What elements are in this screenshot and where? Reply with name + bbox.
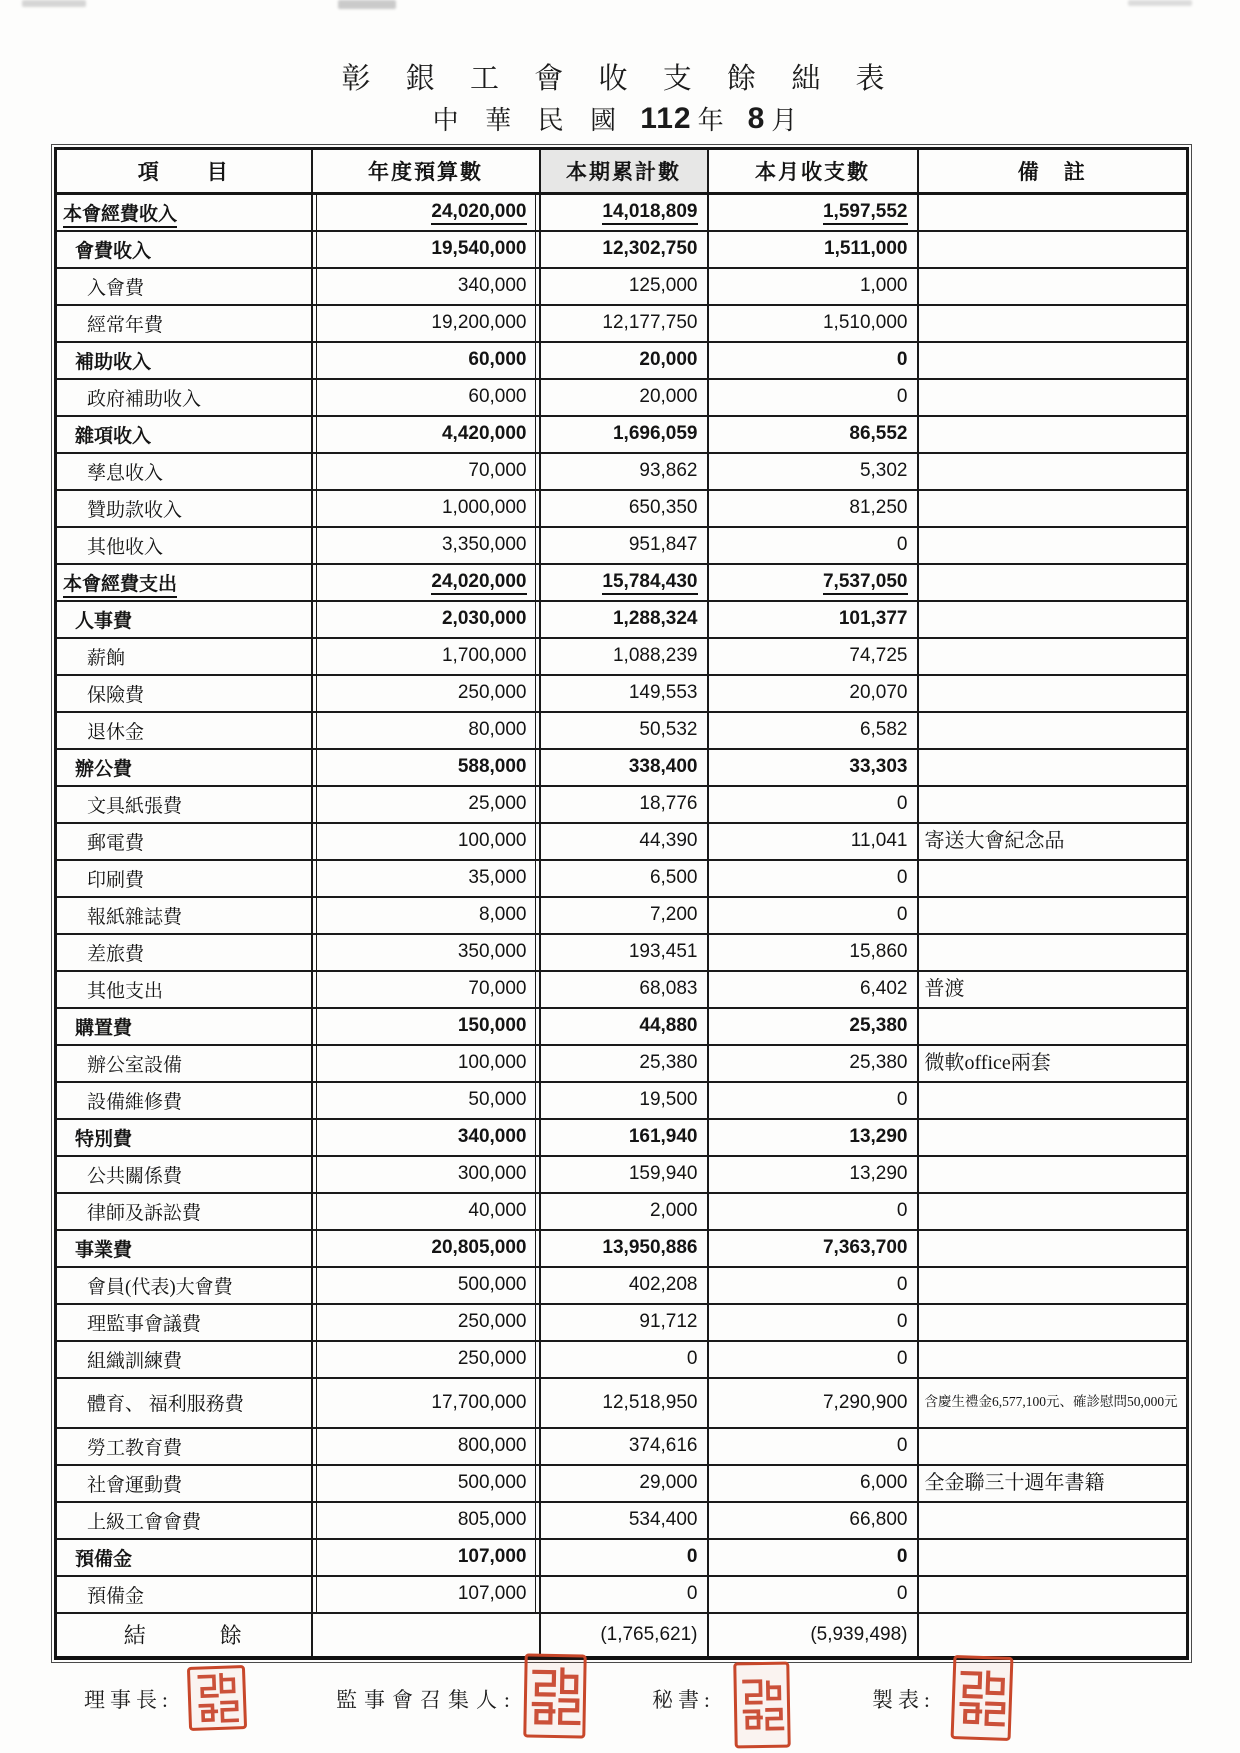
scan-artifact <box>22 0 86 7</box>
remark-cell <box>918 1230 1188 1267</box>
month-amount-cell: 25,380 <box>708 1008 918 1045</box>
remark-cell: 全金聯三十週年書籍 <box>918 1465 1188 1502</box>
item-label-cell: 政府補助收入 <box>56 379 312 416</box>
period-total-cell: 13,950,886 <box>540 1230 708 1267</box>
annual-budget-cell: 805,000 <box>312 1502 540 1539</box>
annual-budget-cell: 500,000 <box>312 1267 540 1304</box>
preparer-label: 製表: <box>872 1688 935 1712</box>
supervisor-convener-label: 監事會召集人: <box>336 1688 517 1712</box>
month-amount-cell: 66,800 <box>708 1502 918 1539</box>
date-month: 8 <box>747 102 766 135</box>
item-label-cell: 本會經費支出 <box>56 564 312 601</box>
period-total-cell: 402,208 <box>540 1267 708 1304</box>
period-total-cell: 12,518,950 <box>540 1378 708 1428</box>
remark-cell <box>918 1304 1188 1341</box>
remark-cell <box>918 1008 1188 1045</box>
remark-cell: 含慶生禮金6,577,100元、確診慰問50,000元 <box>918 1378 1188 1428</box>
month-amount-cell: 1,511,000 <box>708 231 918 268</box>
remark-cell <box>918 527 1188 564</box>
annual-budget-cell: 60,000 <box>312 342 540 379</box>
item-label-cell: 會員(代表)大會費 <box>56 1267 312 1304</box>
item-label-cell: 理監事會議費 <box>56 1304 312 1341</box>
table-row <box>56 601 1188 638</box>
annual-budget-cell: 3,350,000 <box>312 527 540 564</box>
table-row <box>56 1341 1188 1378</box>
table-row <box>56 194 1188 231</box>
month-amount-cell: 86,552 <box>708 416 918 453</box>
chairman-seal-icon <box>187 1665 247 1731</box>
item-label-cell: 結 餘 <box>56 1613 312 1658</box>
item-label-cell: 特別費 <box>56 1119 312 1156</box>
date-year-unit: 年 <box>697 106 734 135</box>
period-total-cell: 193,451 <box>540 934 708 971</box>
remark-cell <box>918 231 1188 268</box>
period-total-cell: 14,018,809 <box>540 194 708 231</box>
item-label-cell: 預備金 <box>56 1576 312 1613</box>
annual-budget-cell: 4,420,000 <box>312 416 540 453</box>
month-amount-cell: 7,363,700 <box>708 1230 918 1267</box>
month-amount-cell: 0 <box>708 1267 918 1304</box>
table-row <box>56 1613 1188 1658</box>
item-label-cell: 事業費 <box>56 1230 312 1267</box>
remark-cell <box>918 379 1188 416</box>
annual-budget-cell: 800,000 <box>312 1428 540 1465</box>
remark-cell: 普渡 <box>918 971 1188 1008</box>
period-total-cell: 951,847 <box>540 527 708 564</box>
remark-cell <box>918 1193 1188 1230</box>
month-amount-cell: (5,939,498) <box>708 1613 918 1658</box>
annual-budget-cell: 35,000 <box>312 860 540 897</box>
period-total-cell: 44,390 <box>540 823 708 860</box>
table-row <box>56 1378 1188 1428</box>
column-header-annual-budget: 年度預算數 <box>312 149 540 194</box>
annual-budget-cell: 300,000 <box>312 1156 540 1193</box>
period-total-cell: 15,784,430 <box>540 564 708 601</box>
remark-cell <box>918 1576 1188 1613</box>
month-amount-cell: 25,380 <box>708 1045 918 1082</box>
period-total-cell: 0 <box>540 1576 708 1613</box>
month-amount-cell: 0 <box>708 342 918 379</box>
period-total-cell: 534,400 <box>540 1502 708 1539</box>
period-total-cell: 7,200 <box>540 897 708 934</box>
column-header-item: 項 目 <box>56 149 312 194</box>
item-label-cell: 保險費 <box>56 675 312 712</box>
preparer-seal-icon <box>951 1655 1014 1741</box>
annual-budget-cell: 40,000 <box>312 1193 540 1230</box>
table-row <box>56 268 1188 305</box>
annual-budget-cell: 17,700,000 <box>312 1378 540 1428</box>
table-row <box>56 1428 1188 1465</box>
month-amount-cell: 0 <box>708 1082 918 1119</box>
month-amount-cell: 0 <box>708 1428 918 1465</box>
period-total-cell: 50,532 <box>540 712 708 749</box>
table-row <box>56 1502 1188 1539</box>
period-total-cell: 338,400 <box>540 749 708 786</box>
period-total-cell: 6,500 <box>540 860 708 897</box>
period-total-cell: 19,500 <box>540 1082 708 1119</box>
annual-budget-cell: 2,030,000 <box>312 601 540 638</box>
annual-budget-cell: 100,000 <box>312 1045 540 1082</box>
period-total-cell: 12,177,750 <box>540 305 708 342</box>
report-date <box>0 100 1240 137</box>
period-total-cell: 44,880 <box>540 1008 708 1045</box>
month-amount-cell: 81,250 <box>708 490 918 527</box>
item-label-cell: 經常年費 <box>56 305 312 342</box>
secretary-seal-icon <box>733 1662 790 1749</box>
annual-budget-cell: 588,000 <box>312 749 540 786</box>
table-row <box>56 527 1188 564</box>
item-label-cell: 郵電費 <box>56 823 312 860</box>
item-label-cell: 入會費 <box>56 268 312 305</box>
remark-cell <box>918 305 1188 342</box>
month-amount-cell: 6,582 <box>708 712 918 749</box>
period-total-cell: 20,000 <box>540 342 708 379</box>
column-header-period-total: 本期累計數 <box>540 149 708 194</box>
period-total-cell: 161,940 <box>540 1119 708 1156</box>
item-label-cell: 勞工教育費 <box>56 1428 312 1465</box>
remark-cell <box>918 268 1188 305</box>
month-amount-cell: 20,070 <box>708 675 918 712</box>
table-row <box>56 934 1188 971</box>
annual-budget-cell: 1,700,000 <box>312 638 540 675</box>
item-label-cell: 預備金 <box>56 1539 312 1576</box>
date-prefix: 中 華 民 國 <box>432 106 627 135</box>
annual-budget-cell: 19,540,000 <box>312 231 540 268</box>
annual-budget-cell: 107,000 <box>312 1539 540 1576</box>
item-label-cell: 辦公室設備 <box>56 1045 312 1082</box>
period-total-cell: 1,288,324 <box>540 601 708 638</box>
period-total-cell: 0 <box>540 1539 708 1576</box>
month-amount-cell: 5,302 <box>708 453 918 490</box>
month-amount-cell: 33,303 <box>708 749 918 786</box>
period-total-cell: 159,940 <box>540 1156 708 1193</box>
table-row <box>56 675 1188 712</box>
item-label-cell: 印刷費 <box>56 860 312 897</box>
remark-cell <box>918 860 1188 897</box>
month-amount-cell: 1,510,000 <box>708 305 918 342</box>
annual-budget-cell: 60,000 <box>312 379 540 416</box>
item-label-cell: 辦公費 <box>56 749 312 786</box>
period-total-cell: 374,616 <box>540 1428 708 1465</box>
item-label-cell: 設備維修費 <box>56 1082 312 1119</box>
annual-budget-cell: 80,000 <box>312 712 540 749</box>
remark-cell <box>918 416 1188 453</box>
period-total-cell: 149,553 <box>540 675 708 712</box>
month-amount-cell: 11,041 <box>708 823 918 860</box>
remark-cell <box>918 1267 1188 1304</box>
annual-budget-cell: 50,000 <box>312 1082 540 1119</box>
remark-cell <box>918 1613 1188 1658</box>
period-total-cell: 12,302,750 <box>540 231 708 268</box>
page-title: 彰 銀 工 會 收 支 餘 絀 表 <box>341 63 899 95</box>
table-row <box>56 712 1188 749</box>
remark-cell <box>918 1119 1188 1156</box>
month-amount-cell: 0 <box>708 860 918 897</box>
period-total-cell: 650,350 <box>540 490 708 527</box>
period-total-cell: 0 <box>540 1341 708 1378</box>
table-row <box>56 1156 1188 1193</box>
item-label-cell: 購置費 <box>56 1008 312 1045</box>
annual-budget-cell: 100,000 <box>312 823 540 860</box>
remark-cell <box>918 786 1188 823</box>
month-amount-cell: 0 <box>708 786 918 823</box>
remark-cell <box>918 1539 1188 1576</box>
period-total-cell: 1,088,239 <box>540 638 708 675</box>
annual-budget-cell: 250,000 <box>312 1304 540 1341</box>
period-total-cell: 2,000 <box>540 1193 708 1230</box>
month-amount-cell: 15,860 <box>708 934 918 971</box>
table-row <box>56 638 1188 675</box>
remark-cell <box>918 1156 1188 1193</box>
remark-cell <box>918 1428 1188 1465</box>
month-amount-cell: 101,377 <box>708 601 918 638</box>
month-amount-cell: 74,725 <box>708 638 918 675</box>
table-row <box>56 1119 1188 1156</box>
date-month-unit: 月 <box>771 106 808 135</box>
table-row <box>56 823 1188 860</box>
remark-cell <box>918 490 1188 527</box>
table-row <box>56 1539 1188 1576</box>
table-row <box>56 1304 1188 1341</box>
table-row <box>56 379 1188 416</box>
item-label-cell: 本會經費收入 <box>56 194 312 231</box>
period-total-cell: 18,776 <box>540 786 708 823</box>
item-label-cell: 律師及訴訟費 <box>56 1193 312 1230</box>
item-label-cell: 其他收入 <box>56 527 312 564</box>
period-total-cell: 20,000 <box>540 379 708 416</box>
table-row <box>56 971 1188 1008</box>
table-header-row <box>56 149 1188 194</box>
remark-cell <box>918 712 1188 749</box>
table-row <box>56 490 1188 527</box>
annual-budget-cell: 150,000 <box>312 1008 540 1045</box>
period-total-cell: 25,380 <box>540 1045 708 1082</box>
item-label-cell: 公共關係費 <box>56 1156 312 1193</box>
remark-cell <box>918 934 1188 971</box>
item-label-cell: 薪餉 <box>56 638 312 675</box>
table-row <box>56 749 1188 786</box>
scan-artifact <box>338 0 396 9</box>
annual-budget-cell: 250,000 <box>312 1341 540 1378</box>
income-expense-table <box>54 147 1189 1660</box>
item-label-cell: 文具紙張費 <box>56 786 312 823</box>
remark-cell <box>918 1502 1188 1539</box>
table-row <box>56 1193 1188 1230</box>
month-amount-cell: 1,000 <box>708 268 918 305</box>
item-label-cell: 雜項收入 <box>56 416 312 453</box>
table-row <box>56 1045 1188 1082</box>
table-row <box>56 231 1188 268</box>
remark-cell <box>918 453 1188 490</box>
item-label-cell: 差旅費 <box>56 934 312 971</box>
remark-cell <box>918 564 1188 601</box>
annual-budget-cell: 8,000 <box>312 897 540 934</box>
table-row <box>56 564 1188 601</box>
period-total-cell: 1,696,059 <box>540 416 708 453</box>
date-year: 112 <box>640 102 692 135</box>
item-label-cell: 退休金 <box>56 712 312 749</box>
remark-cell <box>918 194 1188 231</box>
item-label-cell: 其他支出 <box>56 971 312 1008</box>
table-row <box>56 1576 1188 1613</box>
item-label-cell: 贊助款收入 <box>56 490 312 527</box>
annual-budget-cell: 350,000 <box>312 934 540 971</box>
column-header-month-amount: 本月收支數 <box>708 149 918 194</box>
annual-budget-cell: 70,000 <box>312 453 540 490</box>
item-label-cell: 上級工會會費 <box>56 1502 312 1539</box>
annual-budget-cell: 25,000 <box>312 786 540 823</box>
remark-cell <box>918 897 1188 934</box>
item-label-cell: 會費收入 <box>56 231 312 268</box>
table-row <box>56 342 1188 379</box>
scan-artifact <box>1128 0 1192 6</box>
month-amount-cell: 0 <box>708 379 918 416</box>
remark-cell <box>918 749 1188 786</box>
annual-budget-cell: 24,020,000 <box>312 194 540 231</box>
month-amount-cell: 13,290 <box>708 1156 918 1193</box>
annual-budget-cell: 250,000 <box>312 675 540 712</box>
table-row <box>56 860 1188 897</box>
table-row <box>56 1465 1188 1502</box>
remark-cell <box>918 1341 1188 1378</box>
table-row <box>56 453 1188 490</box>
table-row <box>56 1008 1188 1045</box>
month-amount-cell: 7,537,050 <box>708 564 918 601</box>
month-amount-cell: 6,000 <box>708 1465 918 1502</box>
item-label-cell: 組織訓練費 <box>56 1341 312 1378</box>
table-row <box>56 1267 1188 1304</box>
item-label-cell: 人事費 <box>56 601 312 638</box>
period-total-cell: (1,765,621) <box>540 1613 708 1658</box>
table-row <box>56 1082 1188 1119</box>
annual-budget-cell: 24,020,000 <box>312 564 540 601</box>
table-row <box>56 305 1188 342</box>
month-amount-cell: 0 <box>708 1576 918 1613</box>
annual-budget-cell: 1,000,000 <box>312 490 540 527</box>
table-row <box>56 1230 1188 1267</box>
month-amount-cell: 0 <box>708 1304 918 1341</box>
remark-cell: 寄送大會紀念品 <box>918 823 1188 860</box>
month-amount-cell: 7,290,900 <box>708 1378 918 1428</box>
period-total-cell: 125,000 <box>540 268 708 305</box>
item-label-cell: 社會運動費 <box>56 1465 312 1502</box>
remark-cell <box>918 342 1188 379</box>
month-amount-cell: 13,290 <box>708 1119 918 1156</box>
period-total-cell: 29,000 <box>540 1465 708 1502</box>
signature-area <box>0 1652 1240 1753</box>
month-amount-cell: 1,597,552 <box>708 194 918 231</box>
period-total-cell: 91,712 <box>540 1304 708 1341</box>
annual-budget-cell <box>312 1613 540 1658</box>
item-label-cell: 孳息收入 <box>56 453 312 490</box>
annual-budget-cell: 340,000 <box>312 268 540 305</box>
annual-budget-cell: 19,200,000 <box>312 305 540 342</box>
annual-budget-cell: 20,805,000 <box>312 1230 540 1267</box>
annual-budget-cell: 500,000 <box>312 1465 540 1502</box>
column-header-remarks: 備 註 <box>918 149 1188 194</box>
annual-budget-cell: 107,000 <box>312 1576 540 1613</box>
remark-cell: 微軟office兩套 <box>918 1045 1188 1082</box>
month-amount-cell: 0 <box>708 897 918 934</box>
annual-budget-cell: 340,000 <box>312 1119 540 1156</box>
month-amount-cell: 6,402 <box>708 971 918 1008</box>
item-label-cell: 補助收入 <box>56 342 312 379</box>
supervisor-seal-icon <box>523 1653 586 1738</box>
annual-budget-cell: 70,000 <box>312 971 540 1008</box>
table-row <box>56 897 1188 934</box>
month-amount-cell: 0 <box>708 527 918 564</box>
period-total-cell: 93,862 <box>540 453 708 490</box>
item-label-cell: 體育、 福利服務費 <box>56 1378 312 1428</box>
chairman-label: 理事長: <box>84 1688 173 1712</box>
month-amount-cell: 0 <box>708 1193 918 1230</box>
table-row <box>56 416 1188 453</box>
item-label-cell: 報紙雜誌費 <box>56 897 312 934</box>
period-total-cell: 68,083 <box>540 971 708 1008</box>
remark-cell <box>918 638 1188 675</box>
month-amount-cell: 0 <box>708 1539 918 1576</box>
secretary-label: 秘書: <box>652 1688 715 1712</box>
month-amount-cell: 0 <box>708 1341 918 1378</box>
table-row <box>56 786 1188 823</box>
remark-cell <box>918 675 1188 712</box>
remark-cell <box>918 601 1188 638</box>
remark-cell <box>918 1082 1188 1119</box>
